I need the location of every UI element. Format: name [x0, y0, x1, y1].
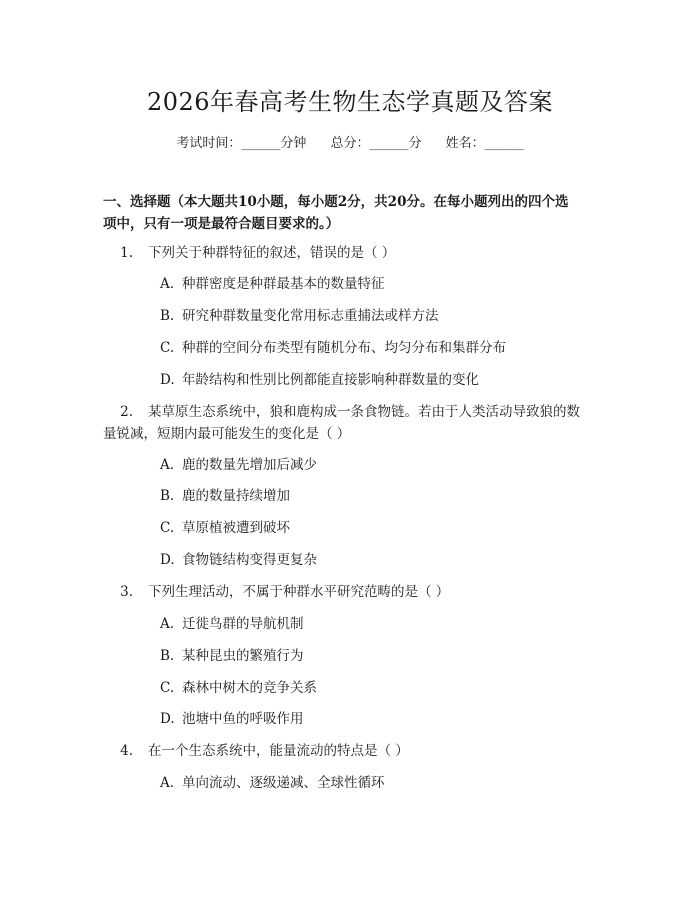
score-field [330, 136, 421, 151]
option-text: 食物链结构变得更复杂 [182, 552, 317, 568]
name-label: 姓名： [445, 136, 485, 151]
option-text: 森林中树木的竞争关系 [182, 680, 317, 696]
question-number: 1. [120, 245, 133, 261]
time-blank: ______ [241, 136, 281, 151]
option-text: 迁徙鸟群的导航机制 [182, 616, 304, 632]
time-unit: 分钟 [280, 136, 307, 151]
question-text: 某草原生态系统中，狼和鹿构成一条食物链。若由于人类活动导致狼的数 [148, 404, 580, 420]
question-number: 3. [120, 584, 133, 600]
question-number: 4. [120, 743, 133, 759]
question-1 [103, 242, 600, 264]
q2-option-c [160, 517, 600, 539]
option-label: A. [160, 775, 175, 791]
question-text-continued: 量锐减，短期内最可能发生的变化是（ ） [103, 426, 351, 442]
q1-option-a [160, 273, 600, 295]
option-label: C. [160, 680, 175, 696]
q1-option-d [160, 369, 600, 391]
q3-option-a [160, 613, 600, 635]
option-text: 池塘中鱼的呼吸作用 [182, 711, 304, 727]
name-field [446, 136, 524, 151]
q3-option-b [160, 645, 600, 667]
question-text: 下列关于种群特征的叙述，错误的是（ ） [148, 245, 396, 261]
option-label: B. [160, 308, 175, 324]
option-text: 鹿的数量持续增加 [182, 488, 290, 504]
option-text: 草原植被遭到破坏 [182, 520, 290, 536]
option-label: C. [160, 520, 175, 536]
option-label: D. [160, 372, 175, 388]
option-text: 单向流动、逐级递减、全球性循环 [182, 775, 385, 791]
q3-option-d [160, 708, 600, 730]
option-text: 种群的空间分布类型有随机分布、均匀分布和集群分布 [182, 340, 506, 356]
question-2 [103, 401, 600, 445]
option-label: C. [160, 340, 175, 356]
exam-title: 2026年春高考生物生态学真题及答案 [146, 88, 554, 116]
score-unit: 分 [408, 136, 422, 151]
option-text: 鹿的数量先增加后减少 [182, 457, 317, 473]
q4-option-a [160, 772, 600, 794]
option-text: 某种昆虫的繁殖行为 [182, 648, 304, 664]
option-label: A. [160, 616, 175, 632]
score-blank: ______ [369, 136, 409, 151]
q3-option-c [160, 677, 600, 699]
q2-option-a [160, 454, 600, 476]
question-4 [103, 740, 600, 762]
option-label: B. [160, 648, 175, 664]
q1-option-b [160, 305, 600, 327]
time-label: 考试时间： [176, 136, 242, 151]
option-label: D. [160, 711, 175, 727]
exam-info-line [0, 132, 700, 151]
q2-option-d [160, 549, 600, 571]
section-heading [103, 191, 600, 235]
score-label: 总分： [330, 136, 370, 151]
option-label: A. [160, 457, 175, 473]
question-number: 2. [120, 404, 133, 420]
section-heading-line1: 一、选择题（本大题共10小题，每小题2分，共20分。在每小题列出的四个选 [103, 194, 569, 210]
question-text: 在一个生态系统中，能量流动的特点是（ ） [148, 743, 409, 759]
name-blank: ______ [484, 136, 524, 151]
option-label: B. [160, 488, 175, 504]
option-label: D. [160, 552, 175, 568]
section-heading-line2: 项中，只有一项是最符合题目要求的。） [103, 216, 340, 232]
question-text: 下列生理活动，不属于种群水平研究范畴的是（ ） [148, 584, 450, 600]
option-label: A. [160, 276, 175, 292]
option-text: 年龄结构和性别比例都能直接影响种群数量的变化 [182, 372, 479, 388]
q2-option-b [160, 485, 600, 507]
option-text: 研究种群数量变化常用标志重捕法或样方法 [182, 308, 439, 324]
time-field [176, 136, 306, 151]
question-3 [103, 581, 600, 603]
option-text: 种群密度是种群最基本的数量特征 [182, 276, 385, 292]
q1-option-c [160, 337, 600, 359]
